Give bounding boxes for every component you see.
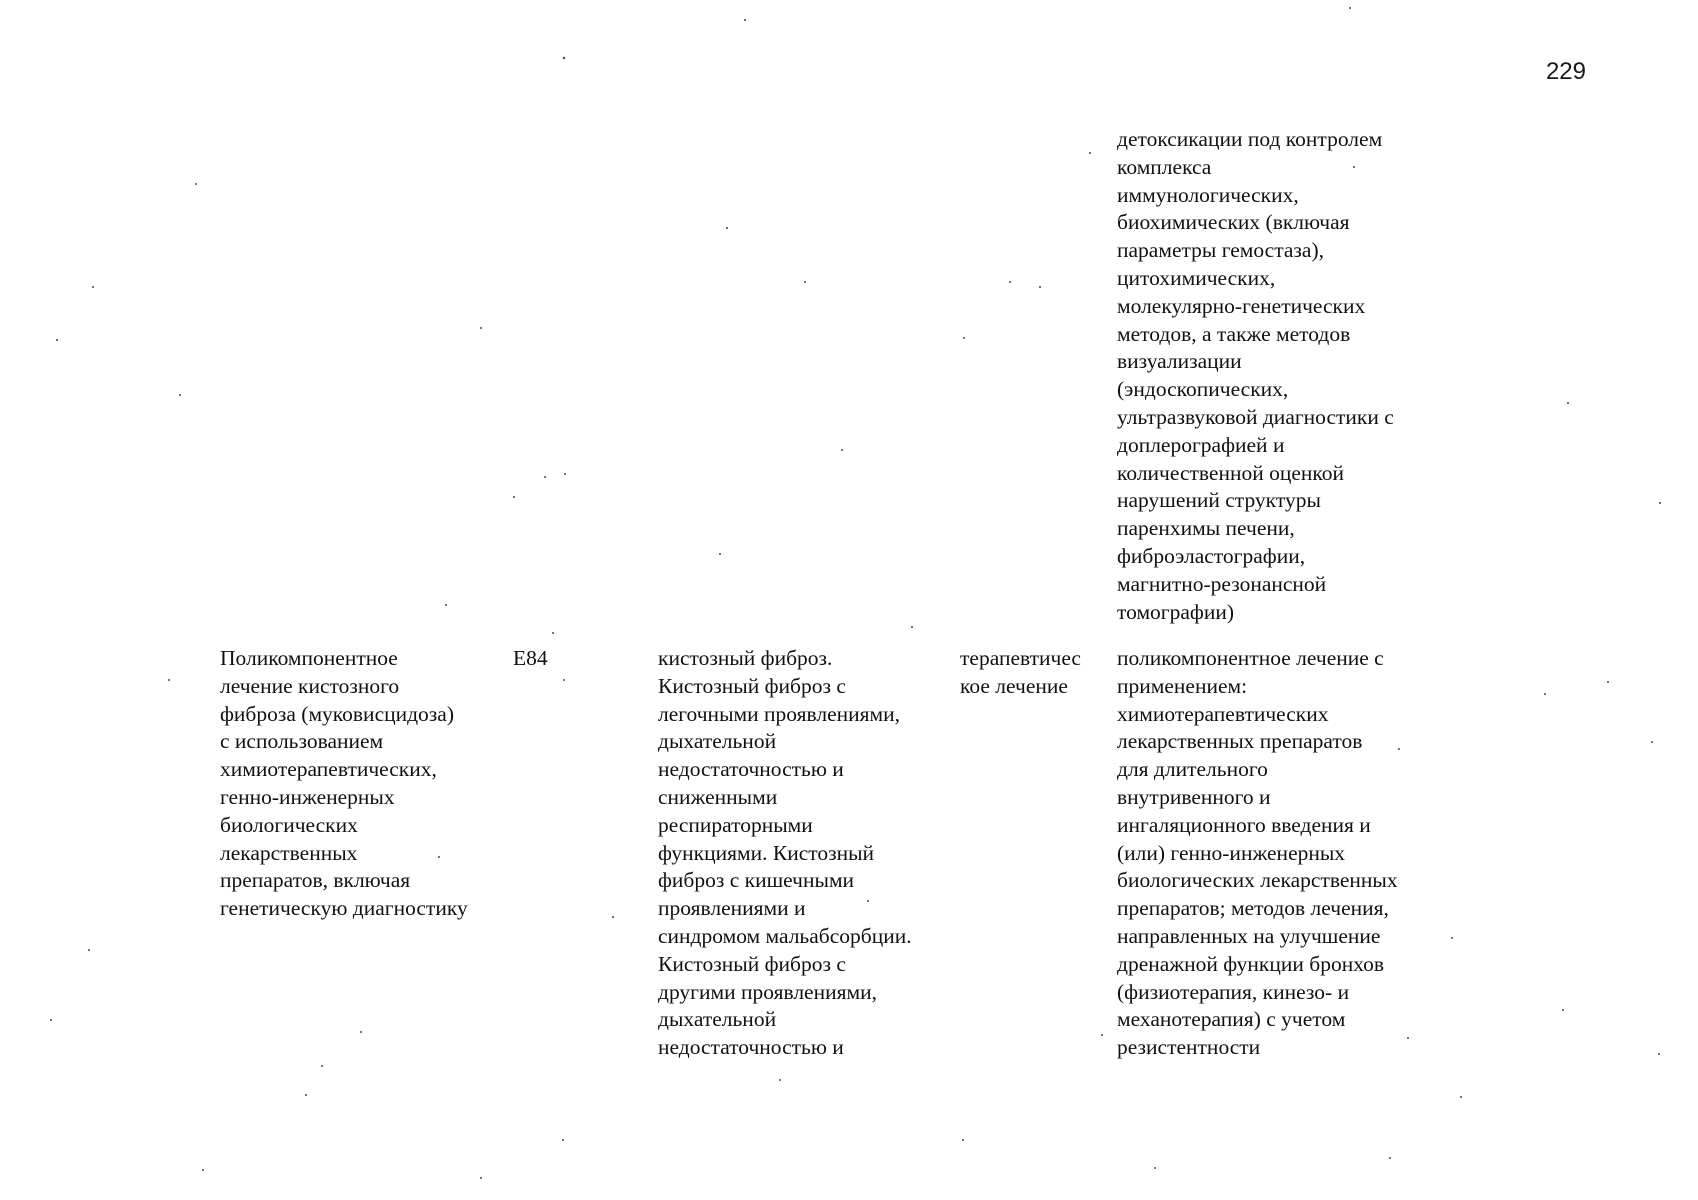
text-line: механотерапия) с учетом (1117, 1007, 1346, 1032)
cell-patient-model (658, 645, 912, 1062)
method-continuation (1117, 126, 1394, 626)
text-line: дыхательной (658, 729, 777, 754)
text-line: проявлениями и (658, 896, 806, 921)
text-line: Кистозный фиброз с (658, 673, 846, 698)
text-line: томографии) (1117, 599, 1235, 624)
text-line: параметры гемостаза), (1117, 238, 1325, 263)
text-line: Кистозный фиброз с (658, 951, 846, 976)
text-line: химиотерапевтических (1117, 701, 1329, 726)
text-line: генетическую диагностику (220, 896, 468, 921)
text-line: внутривенного и (1117, 784, 1271, 809)
cell-treatment-name (220, 645, 468, 923)
text-line: сниженными (658, 784, 778, 809)
text-line: детоксикации под контролем (1117, 127, 1383, 151)
text-line: молекулярно-генетических (1117, 293, 1366, 318)
text-line: цитохимических, (1117, 265, 1276, 290)
text-line: биологических лекарственных (1117, 868, 1398, 893)
text-line: другими проявлениями, (658, 979, 877, 1004)
cell-treatment-type (960, 645, 1081, 701)
page-number: 229 (1545, 58, 1586, 85)
text-line: лекарственных (220, 840, 358, 865)
text-line: ультразвуковой диагностики с (1117, 404, 1394, 429)
text-line: иммунологических, (1117, 182, 1299, 207)
text-line: препаратов; методов лечения, (1117, 896, 1389, 921)
text-line: поликомпонентное лечение с (1117, 646, 1384, 670)
text-line: Поликомпонентное (220, 646, 398, 670)
text-line: количественной оценкой (1117, 460, 1345, 485)
text-line: (эндоскопических, (1117, 377, 1289, 402)
text-line: применением: (1117, 673, 1248, 698)
text-line: визуализации (1117, 349, 1242, 374)
text-line: биохимических (включая (1117, 210, 1350, 235)
text-line: с использованием (220, 729, 384, 754)
text-line: функциями. Кистозный (658, 840, 875, 865)
text-line: кое лечение (960, 673, 1068, 698)
text-line: недостаточностью и (658, 757, 844, 782)
text-line: (или) генно-инженерных (1117, 840, 1346, 865)
text-line: ингаляционного введения и (1117, 812, 1371, 837)
text-line: доплерографией и (1117, 432, 1285, 457)
text-line: резистентности (1117, 1035, 1261, 1060)
text-line: фиброз с кишечными (658, 868, 855, 893)
text-line: методов, а также методов (1117, 321, 1351, 346)
text-line: синдромом мальабсорбции. (658, 923, 912, 948)
text-line: комплекса (1117, 154, 1212, 179)
text-line: легочными проявлениями, (658, 701, 901, 726)
cell-treatment-method (1117, 645, 1398, 1062)
text-line: биологических (220, 812, 358, 837)
text-line: химиотерапевтических, (220, 757, 437, 782)
text-line: фиброэластографии, (1117, 543, 1306, 568)
text-line: паренхимы печени, (1117, 516, 1295, 541)
text-line: нарушений структуры (1117, 488, 1321, 513)
cell-icd-code: E84 (513, 646, 548, 670)
text-line: лекарственных препаратов (1117, 729, 1363, 754)
text-line: респираторными (658, 812, 813, 837)
text-line: лечение кистозного (220, 673, 400, 698)
text-line: фиброза (муковисцидоза) (220, 701, 455, 726)
text-line: генно-инженерных (220, 784, 395, 809)
text-line: для длительного (1117, 757, 1268, 782)
text-line: дренажной функции бронхов (1117, 951, 1385, 976)
text-line: (физиотерапия, кинезо- и (1117, 979, 1350, 1004)
text-line: недостаточностью и (658, 1035, 844, 1060)
text-line: магнитно-резонансной (1117, 571, 1327, 596)
text-line: терапевтичес (960, 646, 1081, 670)
text-line: дыхательной (658, 1007, 777, 1032)
text-line: направленных на улучшение (1117, 923, 1381, 948)
text-line: кистозный фиброз. (658, 646, 833, 670)
text-line: препаратов, включая (220, 868, 411, 893)
